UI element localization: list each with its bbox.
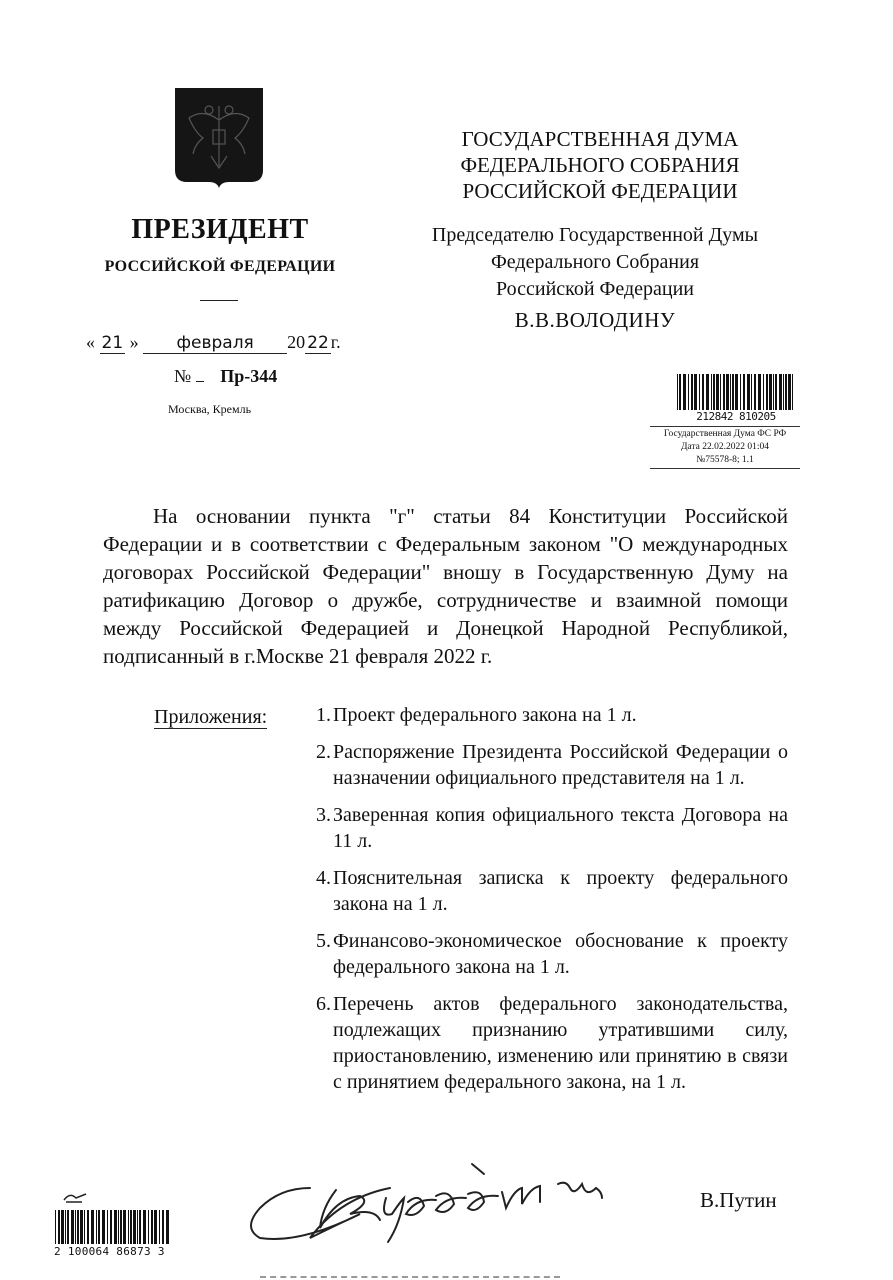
- body-paragraph: На основании пункта "г" статьи 84 Конституции Российской Федерации и в соответствии с Федеральным законом "О международных договорах Российской Федерации" вношу в Государственную Думу на ратификацию Договор о дружбе, сотрудничестве и взаимной помощи между Российской Федерацией и Донецкой Народной Республикой, подписанный в г.Москве 21 февраля 2022 г.: [103, 504, 788, 668]
- barcode-bar: [143, 1210, 146, 1244]
- document-barcode-number: 2 100064 86873 3: [54, 1245, 165, 1258]
- barcode-bar: [77, 1210, 79, 1244]
- barcode-bar: [118, 1210, 119, 1244]
- recipient-name: В.В.ВОЛОДИНУ: [514, 308, 676, 332]
- attachment-text: Пояснительная записка к проекту федерального закона на 1 л.: [333, 867, 788, 915]
- barcode-bar: [65, 1210, 66, 1244]
- attachment-text: Распоряжение Президента Российской Федерации о назначении официального представителя на 1 л.: [333, 741, 788, 789]
- attachment-item: [298, 865, 788, 917]
- date-month: февраля: [143, 333, 287, 354]
- signer-name: В.Путин: [700, 1188, 777, 1212]
- addressee-block: [420, 126, 780, 204]
- barcode-bar: [159, 1210, 160, 1244]
- barcode-bar: [98, 1210, 100, 1244]
- divider: [200, 300, 238, 301]
- barcode-bar: [107, 1210, 108, 1244]
- page-edge-mark: [260, 1276, 560, 1278]
- recipient-line: Федерального Собрания: [490, 251, 700, 273]
- president-subtitle: РОССИЙСКОЙ ФЕДЕРАЦИИ: [104, 258, 336, 275]
- barcode-bar: [96, 1210, 97, 1244]
- barcode-bar: [137, 1210, 138, 1244]
- date-close-quote: »: [129, 332, 139, 352]
- barcode-bar: [102, 1210, 105, 1244]
- barcode-bar: [128, 1210, 129, 1244]
- registration-barcode-number: 212842 810205: [676, 410, 796, 423]
- date-year-suffix: 22: [307, 333, 329, 353]
- attachment-item: [298, 928, 788, 980]
- eagle-emblem-icon: [173, 86, 265, 188]
- attachment-item: [298, 739, 788, 791]
- registration-stamp: [650, 426, 800, 469]
- barcode-bar: [148, 1210, 149, 1244]
- attachment-text: Финансово-экономическое обоснование к проекту федерального закона на 1 л.: [333, 930, 788, 978]
- stamp-date: Дата 22.02.2022 01:04: [680, 442, 770, 452]
- attachment-number: 1.: [316, 704, 331, 726]
- barcode-bar: [154, 1210, 157, 1244]
- recipient-line: Российской Федерации: [495, 278, 695, 300]
- barcode-bar: [67, 1210, 69, 1244]
- date-year-prefix: 20: [287, 332, 306, 352]
- attachment-item: [298, 802, 788, 854]
- barcode-bar: [114, 1210, 117, 1244]
- place: Москва, Кремль: [168, 402, 252, 416]
- barcode-bar: [87, 1210, 89, 1244]
- recipient-line: Председателю Государственной Думы: [431, 224, 759, 246]
- barcode-bar: [55, 1210, 56, 1244]
- recipient-block: [390, 222, 800, 303]
- president-title: ПРЕЗИДЕНТ: [131, 214, 309, 245]
- date-open-quote: «: [86, 332, 95, 352]
- handwritten-signature: [240, 1158, 640, 1246]
- document-number: [174, 366, 277, 387]
- barcode-bar: [133, 1210, 136, 1244]
- barcode-bar: [61, 1210, 64, 1244]
- document-date: [86, 332, 341, 354]
- date-year-end: г.: [330, 332, 341, 352]
- barcode-bar: [166, 1210, 169, 1244]
- barcode-bar: [139, 1210, 141, 1244]
- document-barcode: [54, 1210, 172, 1244]
- attachment-number: 5.: [316, 930, 331, 952]
- attachment-text: Проект федерального закона на 1 л.: [333, 704, 637, 726]
- attachment-item: [298, 702, 788, 728]
- barcode-bar: [91, 1210, 94, 1244]
- barcode-bar: [58, 1210, 60, 1244]
- attachment-item: [298, 991, 788, 1095]
- barcode-bar: [75, 1210, 76, 1244]
- addressee-line: ФЕДЕРАЛЬНОГО СОБРАНИЯ: [460, 153, 740, 177]
- number-value: Пр-344: [220, 366, 278, 386]
- barcode-bar: [123, 1210, 126, 1244]
- barcode-bar: [130, 1210, 132, 1244]
- date-day: 21: [101, 333, 124, 353]
- attachment-number: 3.: [316, 804, 331, 826]
- barcode-bar: [84, 1210, 85, 1244]
- barcode-bar: [110, 1210, 112, 1244]
- stamp-org: Государственная Дума ФС РФ: [663, 429, 787, 439]
- addressee-line: ГОСУДАРСТВЕННАЯ ДУМА: [461, 127, 739, 151]
- attachment-text: Перечень актов федерального законодательства, подлежащих признанию утратившими силу, приостановлению, изменению или принятию в связи с принятием федерального закона, на 1 л.: [333, 993, 788, 1093]
- barcode-bar: [80, 1210, 83, 1244]
- addressee-line: РОССИЙСКОЙ ФЕДЕРАЦИИ: [462, 179, 738, 203]
- attachments-list: [298, 702, 788, 1106]
- archive-mark-icon: [62, 1190, 88, 1204]
- attachment-text: Заверенная копия официального текста Договора на 11 л.: [333, 804, 788, 852]
- attachment-number: 6.: [316, 993, 331, 1015]
- attachment-number: 4.: [316, 867, 331, 889]
- barcode-bar: [120, 1210, 122, 1244]
- attachments-label-text: Приложения:: [154, 706, 268, 728]
- number-label: №: [174, 366, 192, 386]
- stamp-reg-number: №75578-8; 1.1: [696, 455, 754, 465]
- attachments-label: [154, 706, 267, 729]
- attachment-number: 2.: [316, 741, 331, 763]
- barcode-bar: [71, 1210, 74, 1244]
- barcode-bar: [162, 1210, 164, 1244]
- barcode-bar: [151, 1210, 153, 1244]
